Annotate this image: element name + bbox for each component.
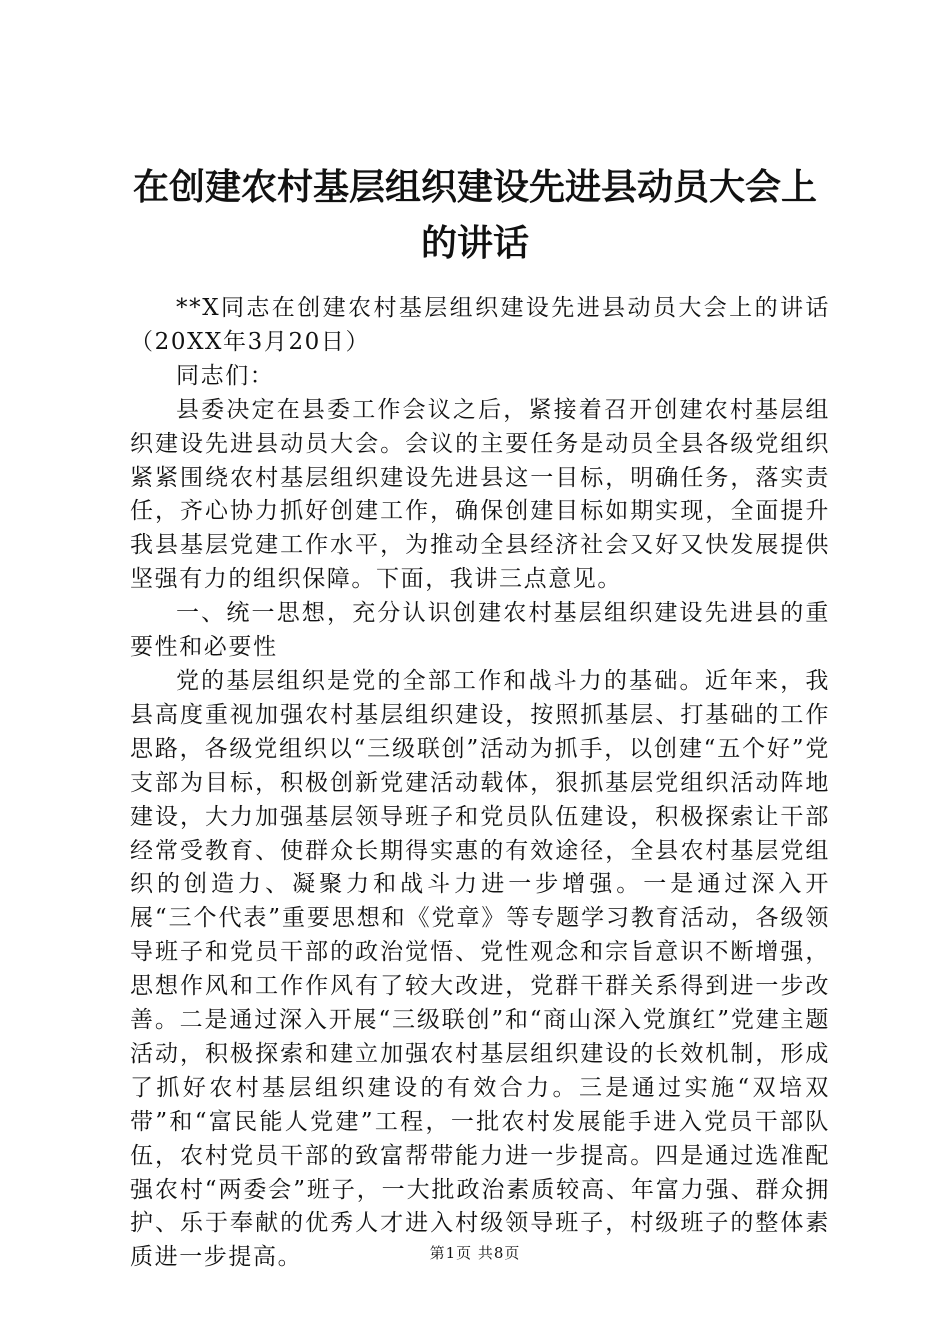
page-footer: 第1页 共8页 xyxy=(429,1244,521,1262)
paragraph-intro: 县委决定在县委工作会议之后，紧接着召开创建农村基层组织建设先进县动员大会。会议的主要任务是动员全县各级党组织紧紧围绕农村基层组织建设先进县这一目标，明确任务，落实责任，齐心协力抓好创建工作，确保创建目标如期实现，全面提升我县基层党建工作水平，为推动全县经济社会又好又快发展提供坚强有力的组织保障。下面，我讲三点意见。 xyxy=(130,396,830,593)
salutation: 同志们： xyxy=(176,362,275,389)
document-body xyxy=(130,292,830,1275)
section-heading-1: 一、统一思想，充分认识创建农村基层组织建设先进县的重要性和必要性 xyxy=(130,600,830,661)
speech-attribution: **X同志在创建农村基层组织建设先进县动员大会上的讲话（20XX年3月20日） xyxy=(130,295,830,355)
paragraph-section-1: 党的基层组织是党的全部工作和战斗力的基础。近年来，我县高度重视加强农村基层组织建设，按照抓基层、打基础的工作思路，各级党组织以“三级联创”活动为抓手，以创建“五个好”党支部为目标，积极创新党建活动载体，狠抓基层党组织活动阵地建设，大力加强基层领导班子和党员队伍建设，积极探索让干部经常受教育、使群众长期得实惠的有效途径，全县农村基层党组织的创造力、凝聚力和战斗力进一步增强。一是通过深入开展“三个代表”重要思想和《党章》等专题学习教育活动，各级领导班子和党员干部的政治觉悟、党性观念和宗旨意识不断增强，思想作风和工作作风有了较大改进，党群干群关系得到进一步改善。二是通过深入开展“三级联创”和“商山深入党旗红”党建主题活动，积极探索和建立加强农村基层组织建设的长效机制，形成了抓好农村基层组织建设的有效合力。三是通过实施“双培双带”和“富民能人党建”工程，一批农村发展能手进入党员干部队伍，农村党员干部的致富帮带能力进一步提高。四是通过选准配强农村“两委会”班子，一大批政治素质较高、年富力强、群众拥护、乐于奉献的优秀人才进入村级领导班子，村级班子的整体素质进一步提高。 xyxy=(130,667,830,1271)
document-title: 在创建农村基层组织建设先进县动员大会上的讲话 xyxy=(132,167,817,264)
